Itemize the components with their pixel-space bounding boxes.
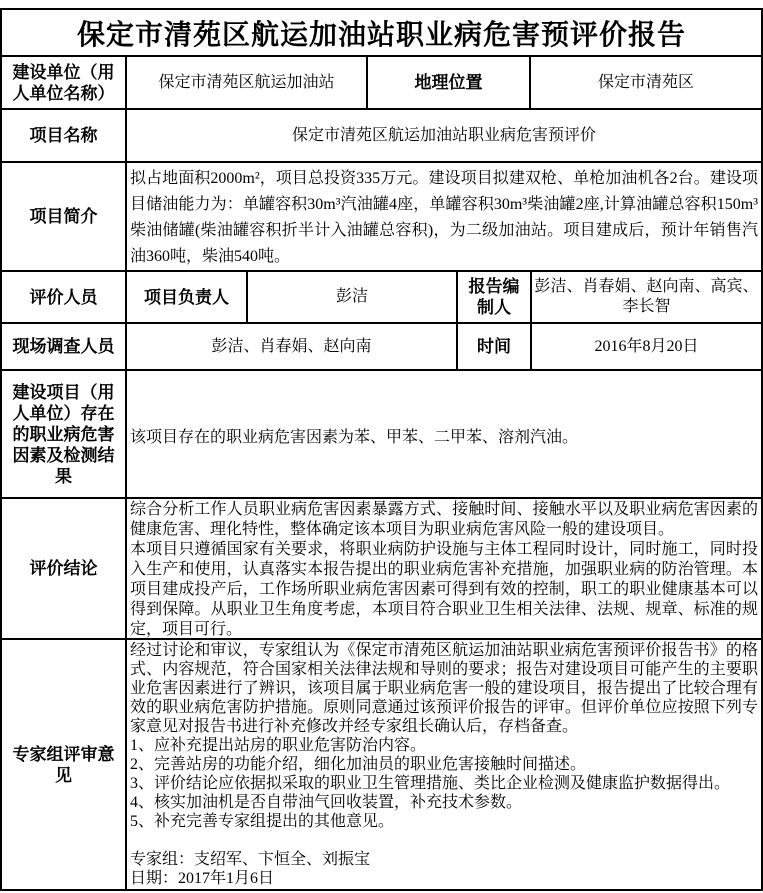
- hazards-row: [2, 369, 761, 497]
- expert-review-label: 专家组评审意见: [12, 744, 115, 785]
- page-title: 保定市清苑区航运加油站职业病危害预评价报告: [76, 19, 686, 51]
- report-compilers-value: 彭洁、肖春娟、赵向南、高宾、李长智: [530, 272, 761, 322]
- expert-review-row: [2, 638, 761, 889]
- unit-row: [2, 55, 761, 108]
- evaluators-label: 评价人员: [29, 287, 98, 307]
- expert-review-item-3: 3、评价结论应依据拟采取的职业卫生管理措施、类比企业检测及健康监护数据得出。: [130, 775, 731, 792]
- expert-panel-names: 专家组：支绍军、卞恒全、刘振宝: [130, 851, 371, 868]
- conclusion-row: [2, 497, 761, 638]
- conclusion-paragraph-1: 综合分析工作人员职业病危害因素暴露方式、接触时间、接触水平以及职业病危害因素的健康危害、理化特性，整体确定该本项目为职业病危害风险一般的建设项目。: [130, 501, 758, 538]
- survey-value: 彭洁、肖春娟、赵向南: [125, 324, 456, 369]
- expert-review-item-1: 1、应补充提出站房的职业危害防治内容。: [130, 737, 427, 754]
- project-leader-value: 彭洁: [246, 272, 456, 322]
- blank-line: [130, 831, 758, 850]
- expert-review-text: [125, 640, 761, 891]
- conclusion-label: 评价结论: [29, 559, 98, 578]
- conclusion-text: [125, 499, 761, 640]
- project-name-row: [2, 108, 761, 161]
- project-leader-label: 项目负责人: [125, 272, 246, 322]
- hazards-label: 建设项目（用人单位）存在的职业病危害因素及检测结果: [12, 382, 115, 486]
- survey-label: 现场调查人员: [12, 337, 115, 356]
- hazards-text: 该项目存在的职业病危害因素为苯、甲苯、二甲苯、溶剂汽油。: [125, 371, 761, 499]
- expert-review-item-2: 2、完善站房的功能介绍，细化加油员的职业危害接触时间描述。: [130, 756, 587, 773]
- evaluators-row: [2, 270, 761, 322]
- unit-label: 建设单位（用人单位名称）: [12, 62, 115, 103]
- expert-review-intro: 经过讨论和审议，专家组认为《保定市清苑区航运加油站职业病危害预评价报告书》的格式、内容规范，符合国家相关法律法规和导则的要求；报告对建设项目可能产生的主要职业危害因素进行了辨识，该项目属于职业病危害一般的建设项目，报告提出了比较合理有效的职业病危害防护措施。原则同意通过该预评价报告的评审。但评价单位应按照下列专家意见对报告书进行补充修改并经专家组长确认后，存档备查。: [130, 642, 758, 735]
- expert-review-item-4: 4、核实加油机是否自带油气回收装置，补充技术参数。: [130, 794, 523, 811]
- location-value: 保定市清苑区: [529, 57, 761, 108]
- report-compilers-label: 报告编制人: [456, 272, 530, 322]
- conclusion-paragraph-2: 本项目只遵循国家有关要求，将职业病防护设施与主体工程同时设计，同时施工，同时投入生产和使用，认真落实本报告提出的职业病危害补充措施，加强职业病的防治管理。本项目建成投产后，工作场所职业病危害因素可得到有效的控制，职工的职业健康基本可以得到保障。从职业卫生角度考虑，本项目符合职业卫生相关法律、法规、规章、标准的规定，项目可行。: [130, 541, 758, 638]
- title-row: [2, 10, 761, 55]
- project-brief-row: [2, 161, 761, 270]
- project-brief-text: 拟占地面积2000m²，项目总投资335万元。建设项目拟建双枪、单枪加油机各2台。建设项目储油能力为：单罐容积30m³汽油罐4座，单罐容积30m³柴油罐2座,计算油罐总容积150m³柴油储罐(柴油罐容积折半计入油罐总容积)，为二级加油站。项目建成后，预计年销售汽油360吨，柴油540吨。: [125, 163, 761, 274]
- project-brief-label: 项目简介: [29, 207, 98, 226]
- report-table: [0, 8, 763, 891]
- project-name-label: 项目名称: [29, 126, 98, 145]
- unit-value: 保定市清苑区航运加油站: [125, 57, 366, 108]
- location-label: 地理位置: [366, 57, 529, 108]
- survey-row: [2, 322, 761, 369]
- project-name-value: 保定市清苑区航运加油站职业病危害预评价: [125, 110, 761, 161]
- survey-time-value: 2016年8月20日: [530, 324, 761, 369]
- review-date: 日期：2017年1月6日: [130, 870, 275, 887]
- survey-time-label: 时间: [456, 324, 530, 369]
- expert-review-item-5: 5、补充完善专家组提出的其他意见。: [130, 813, 395, 830]
